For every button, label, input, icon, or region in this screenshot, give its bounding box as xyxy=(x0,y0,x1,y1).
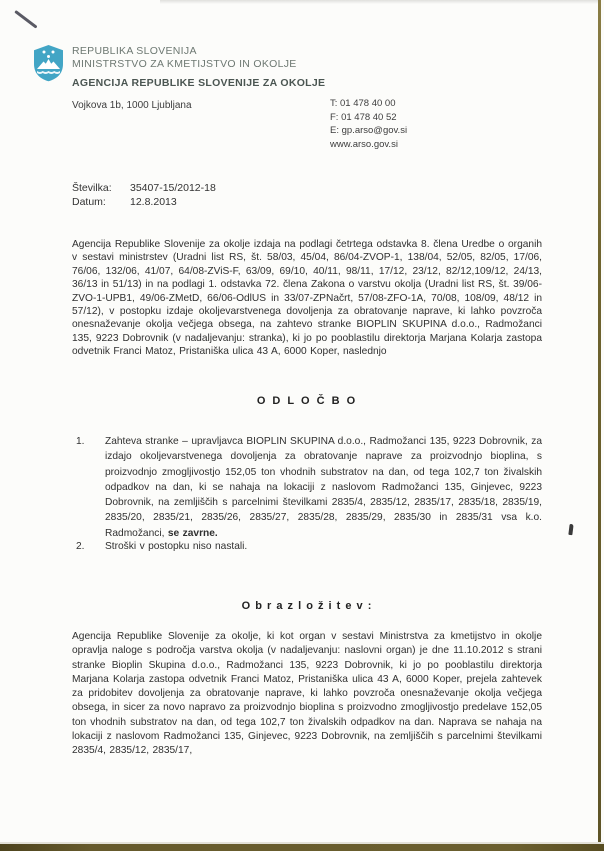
contact-email: E: gp.arso@gov.si xyxy=(330,125,408,136)
scan-edge-right xyxy=(598,0,601,851)
scan-top-shadow xyxy=(160,0,598,4)
contact-fax: F: 01 478 40 52 xyxy=(330,111,397,123)
date-value: 12.8.2013 xyxy=(130,196,177,208)
decision-item-1-verdict: se zavrne. xyxy=(167,527,218,539)
agency-address: Vojkova 1b, 1000 Ljubljana xyxy=(72,100,192,111)
contact-website: www.arso.gov.si xyxy=(330,138,398,150)
reference-number-label: Številka: xyxy=(72,182,112,194)
pen-mark-right-margin xyxy=(568,524,573,535)
decision-item-2 xyxy=(76,539,542,554)
letterhead xyxy=(72,45,325,89)
letterhead-agency: AGENCIJA REPUBLIKE SLOVENIJE ZA OKOLJE xyxy=(72,77,326,89)
decision-item-1-body: Zahteva stranke – upravljavca BIOPLIN SKUPINA d.o.o., Radmožanci 135, 9223 Dobrovnik, za izdajo okoljevarstvenega dovoljenja za obratovanje naprave za proizvodnjo bioplina, s proizvodnjo zmogljivostjo 152,05 ton vhodnih substratov na dan, od tega 102,7 ton živalskih odpadkov na dan, ki se nahaja na lokaciji z naslovom Radmožanci 135, Ginjevec, 9223 Dobrovnik, na zemljiščih s parcelnimi številkami 2835/4, 2835/12, 2835/17, 2835/18, 2835/19, 2835/20, 2835/21, 2835/26, 2835/27, 2835/28, 2835/29, 2835/30 in 2835/31 vsa k.o. Radmožanci, xyxy=(105,436,542,539)
letterhead-country: REPUBLIKA SLOVENIJA xyxy=(72,45,197,57)
reference-number-value: 35407-15/2012-18 xyxy=(130,182,216,194)
date-row xyxy=(72,195,216,209)
decision-item-1 xyxy=(76,434,542,541)
contact-phone: T: 01 478 40 00 xyxy=(330,98,396,109)
decision-title: O D L O Č B O xyxy=(256,395,358,407)
letterhead-ministry: MINISTRSTVO ZA KMETIJSTVO IN OKOLJE xyxy=(72,58,297,70)
explanation-paragraph: Agencija Republike Slovenije za okolje, ki kot organ v sestavi Ministrstva za kmetijstvo in okolje opravlja naloge s področja varstva okolja (v nadaljevanju: naslovni organ) je dne 11.10.2012 s strani stranke Bioplin Skupina d.o.o., Radmožanci 135, 9223 Dobrovnik, ki jo po pooblastilu direktorja Marjana Kolarja zastopa odvetnik Franci Matoz, Pristaniška ulica 43 A, 6000 Koper, prejela zahtevek za pridobitev dovoljenja za obratovanje naprave, ki lahko povzroča onesnaževanje okolja večjega obsega, in sicer za novo napravo za proizvodnjo bioplina s proizvodno zmogljivostjo predelave 152,05 ton vhodnih substratov na dan, od tega 102,7 ton živalskih odpadkov na dan. Naprava se nahaja na lokaciji z naslovom Radmožanci 135, Ginjevec, 9223 Dobrovnik, na zemljiščih s parcelnimi številkami 2835/4, 2835/12, 2835/17, xyxy=(72,631,542,757)
scan-edge-bottom xyxy=(0,844,604,851)
decision-item-2-text: Stroški v postopku niso nastali. xyxy=(105,541,248,552)
explanation-title: O b r a z l o ž i t e v : xyxy=(241,600,373,612)
date-label: Datum: xyxy=(72,196,106,208)
document-meta xyxy=(72,181,216,209)
slovenia-coat-of-arms-icon xyxy=(33,44,64,82)
contact-block xyxy=(330,97,407,151)
decision-item-2-number: 2. xyxy=(76,541,85,552)
intro-paragraph: Agencija Republike Slovenije za okolje izdaja na podlagi četrtega odstavka 8. člena Uredbe o organih v sestavi ministrstev (Uradni list RS, št. 58/03, 45/04, 86/04-ZVOP-1, 138/04, 52/05, 82/05, 17/06, 76/06, 132/06, 41/07, 64/08-ZViS-F, 63/09, 69/10, 40/11, 98/11, 17/12, 23/12, 82/12,109/12, 24/13, 36/13 in 51/13) in na podlagi 1. odstavka 72. člena Zakona o varstvu okolja (Uradni list RS, št. 39/06-ZVO-1-UPB1, 49/06-ZMetD, 66/06-OdlUS in 33/07-ZPNačrt, 57/08-ZFO-1A, 70/08, 108/09, 48/12 in 57/12), v postopku izdaje okoljevarstvenega dovoljenja za obratovanje naprave, ki lahko povzroča onesnaževanje okolja večjega obsega, na zahtevo stranke BIOPLIN SKUPINA d.o.o., Radmožanci 135, 9223 Dobrovnik (v nadaljevanju: stranka), ki jo po pooblastilu direktorja Marjana Kolarja zastopa odvetnik Franci Matoz, Pristaniška ulica 43 A, 6000 Koper, naslednjo xyxy=(72,239,542,358)
reference-number-row xyxy=(72,181,216,195)
decision-item-1-number: 1. xyxy=(76,436,85,447)
pen-mark-top-left xyxy=(14,10,37,28)
decision-item-1-text xyxy=(105,434,542,541)
